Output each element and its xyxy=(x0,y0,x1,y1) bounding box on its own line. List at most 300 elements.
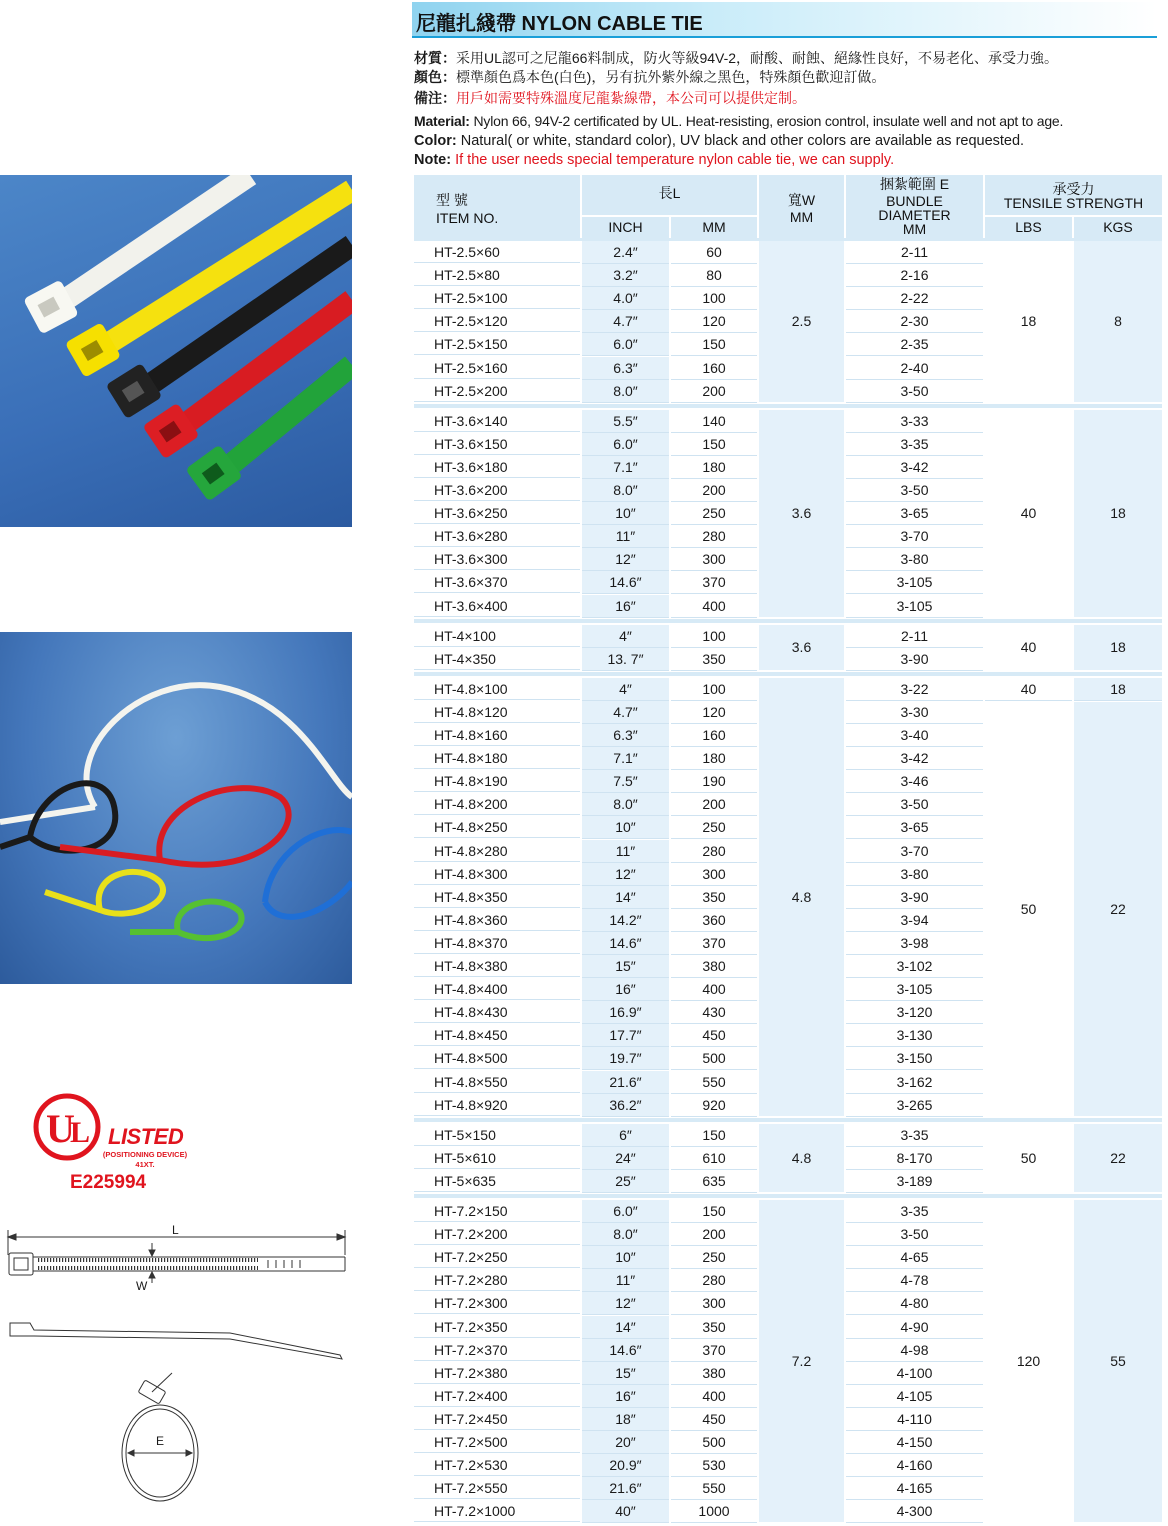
header-bundle-zh: 捆紮範圍 E xyxy=(879,176,950,192)
bundle-diameter: 3-35 xyxy=(846,433,983,456)
bundle-diameter: 3-50 xyxy=(846,1223,983,1246)
item-number: HT-4.8×180 xyxy=(414,747,580,769)
length-inch: 5.5″ xyxy=(582,410,669,433)
length-mm: 400 xyxy=(671,978,757,1001)
header-bundle-en: BUNDLE xyxy=(886,193,943,209)
length-mm: 400 xyxy=(671,1385,757,1408)
length-mm: 200 xyxy=(671,380,757,403)
length-inch: 7.1″ xyxy=(582,747,669,770)
item-number: HT-4.8×160 xyxy=(414,724,580,746)
item-number: HT-5×610 xyxy=(414,1147,580,1169)
zh-note-text: 用戶如需要特殊溫度尼龍紮線帶，本公司可以提供定制。 xyxy=(456,90,806,106)
length-inch: 14.6″ xyxy=(582,932,669,955)
item-number: HT-2.5×80 xyxy=(414,264,580,286)
zh-color-text: 標準顏色爲本色(白色)，另有抗外紫外線之黑色，特殊顏色歡迎訂做。 xyxy=(456,69,886,85)
length-inch: 20″ xyxy=(582,1431,669,1454)
length-mm: 450 xyxy=(671,1024,757,1047)
en-color-label: Color: xyxy=(414,133,457,149)
ul-device-text: (POSITIONING DEVICE) xyxy=(102,1150,188,1159)
length-inch: 16″ xyxy=(582,595,669,618)
length-inch: 20.9″ xyxy=(582,1454,669,1477)
header-bundle xyxy=(846,175,983,238)
bundle-diameter: 3-189 xyxy=(846,1170,983,1193)
length-inch: 11″ xyxy=(582,840,669,863)
table-separator xyxy=(414,619,1162,623)
item-number: HT-7.2×400 xyxy=(414,1385,580,1407)
item-number: HT-2.5×60 xyxy=(414,241,580,263)
item-number: HT-3.6×280 xyxy=(414,525,580,547)
item-number: HT-4.8×350 xyxy=(414,886,580,908)
length-inch: 21.6″ xyxy=(582,1071,669,1094)
header-inch: INCH xyxy=(582,217,669,238)
header-bundle-mm: MM xyxy=(902,221,927,237)
svg-text:U: U xyxy=(46,1106,75,1151)
item-number: HT-4.8×370 xyxy=(414,932,580,954)
item-number: HT-7.2×530 xyxy=(414,1454,580,1476)
zh-material-label: 材質： xyxy=(414,50,456,66)
spec-table xyxy=(414,175,1162,1520)
tensile-lbs-value: 50 xyxy=(1020,900,1037,917)
length-mm: 370 xyxy=(671,571,757,594)
length-inch: 40″ xyxy=(582,1500,669,1523)
bundle-diameter: 2-35 xyxy=(846,333,983,356)
item-number: HT-4.8×120 xyxy=(414,701,580,723)
length-inch: 11″ xyxy=(582,1269,669,1292)
item-number: HT-4.8×550 xyxy=(414,1071,580,1093)
width-value: 3.6 xyxy=(759,625,844,670)
length-inch: 12″ xyxy=(582,863,669,886)
length-mm: 350 xyxy=(671,886,757,909)
header-width xyxy=(759,175,844,238)
item-number: HT-7.2×450 xyxy=(414,1408,580,1430)
item-number: HT-2.5×150 xyxy=(414,333,580,355)
item-number: HT-7.2×300 xyxy=(414,1292,580,1314)
length-mm: 160 xyxy=(671,357,757,380)
diagram-label-l: L xyxy=(172,1223,179,1237)
length-inch: 16″ xyxy=(582,1385,669,1408)
bundle-diameter: 3-105 xyxy=(846,978,983,1001)
length-mm: 360 xyxy=(671,909,757,932)
bundle-diameter: 3-80 xyxy=(846,548,983,571)
header-item-zh: 型 號 xyxy=(436,192,468,208)
length-inch: 7.1″ xyxy=(582,456,669,479)
en-color-text: Natural( or white, standard color), UV black and other colors are available as requested. xyxy=(460,133,1025,149)
yellow-tie-loop xyxy=(99,872,163,914)
tensile-lbs-value: 120 xyxy=(1016,1353,1041,1370)
length-inch: 10″ xyxy=(582,816,669,839)
length-mm: 200 xyxy=(671,479,757,502)
length-mm: 300 xyxy=(671,1292,757,1315)
length-mm: 150 xyxy=(671,1200,757,1223)
item-number: HT-4.8×300 xyxy=(414,863,580,885)
bundle-diameter: 3-65 xyxy=(846,502,983,525)
length-mm: 150 xyxy=(671,1124,757,1147)
page-title: 尼龍扎綫帶 NYLON CABLE TIE xyxy=(416,13,703,35)
length-mm: 530 xyxy=(671,1454,757,1477)
length-inch: 36.2″ xyxy=(582,1094,669,1117)
product-photo-straight-ties xyxy=(0,175,352,527)
diagram-label-w: W xyxy=(136,1279,148,1293)
item-number: HT-4.8×250 xyxy=(414,816,580,838)
length-inch: 18″ xyxy=(582,1408,669,1431)
zh-note-line xyxy=(414,88,806,108)
length-mm: 180 xyxy=(671,456,757,479)
en-material-label: Material: xyxy=(414,113,470,129)
width-value: 7.2 xyxy=(759,1200,844,1522)
bundle-diameter: 2-40 xyxy=(846,357,983,380)
item-number: HT-7.2×370 xyxy=(414,1339,580,1361)
bundle-diameter: 3-70 xyxy=(846,525,983,548)
length-mm: 100 xyxy=(671,287,757,310)
item-number: HT-4.8×100 xyxy=(414,678,580,700)
item-number: HT-7.2×380 xyxy=(414,1362,580,1384)
ul-code-text: 41XT. xyxy=(135,1160,155,1169)
product-photo-looped-ties xyxy=(0,632,352,984)
table-separator xyxy=(414,672,1162,676)
tensile-lbs-value: 18 xyxy=(1020,313,1037,330)
bundle-diameter: 3-80 xyxy=(846,863,983,886)
item-number: HT-3.6×140 xyxy=(414,410,580,432)
page-title-bar xyxy=(412,2,1157,38)
header-mm: MM xyxy=(671,217,757,238)
en-note-line xyxy=(414,152,894,168)
length-mm: 300 xyxy=(671,863,757,886)
length-mm: 380 xyxy=(671,1362,757,1385)
item-number: HT-2.5×120 xyxy=(414,310,580,332)
length-mm: 200 xyxy=(671,793,757,816)
item-number: HT-3.6×400 xyxy=(414,595,580,617)
tensile-lbs-value: 50 xyxy=(1020,1149,1037,1166)
length-inch: 7.5″ xyxy=(582,770,669,793)
svg-text:L: L xyxy=(70,1116,91,1149)
bundle-diameter: 3-50 xyxy=(846,380,983,403)
dimension-diagram xyxy=(0,1215,352,1515)
bundle-diameter: 4-150 xyxy=(846,1431,983,1454)
length-inch: 21.6″ xyxy=(582,1477,669,1500)
header-tensile-en: TENSILE STRENGTH xyxy=(1003,195,1144,211)
bundle-diameter: 3-105 xyxy=(846,571,983,594)
header-item-en: ITEM NO. xyxy=(436,210,499,226)
width-value: 3.6 xyxy=(759,410,844,617)
bundle-diameter: 3-50 xyxy=(846,793,983,816)
bundle-diameter: 3-105 xyxy=(846,595,983,618)
tensile-kgs-value: 18 xyxy=(1074,678,1162,701)
ul-file-number: E225994 xyxy=(70,1172,147,1193)
item-number: HT-5×635 xyxy=(414,1170,580,1192)
bundle-diameter: 4-300 xyxy=(846,1500,983,1523)
bundle-diameter: 4-90 xyxy=(846,1316,983,1339)
bundle-diameter: 3-120 xyxy=(846,1001,983,1024)
bundle-diameter: 2-22 xyxy=(846,287,983,310)
item-number: HT-4.8×400 xyxy=(414,978,580,1000)
length-mm: 180 xyxy=(671,747,757,770)
bundle-diameter: 4-100 xyxy=(846,1362,983,1385)
bundle-diameter: 3-90 xyxy=(846,648,983,671)
red-tie-loop xyxy=(159,788,288,865)
length-inch: 2.4″ xyxy=(582,241,669,264)
table-separator xyxy=(414,404,1162,408)
width-value: 4.8 xyxy=(759,1124,844,1192)
length-inch: 25″ xyxy=(582,1170,669,1193)
item-number: HT-7.2×280 xyxy=(414,1269,580,1291)
length-inch: 24″ xyxy=(582,1147,669,1170)
looped-ties-illustration xyxy=(0,632,352,984)
table-separator xyxy=(414,1194,1162,1198)
bundle-diameter: 3-35 xyxy=(846,1124,983,1147)
length-mm: 60 xyxy=(671,241,757,264)
length-inch: 16.9″ xyxy=(582,1001,669,1024)
length-mm: 430 xyxy=(671,1001,757,1024)
diagram-label-e: E xyxy=(156,1434,165,1448)
width-value: 2.5 xyxy=(759,241,844,402)
bundle-diameter: 3-22 xyxy=(846,678,983,701)
bundle-diameter: 3-42 xyxy=(846,747,983,770)
length-inch: 4″ xyxy=(582,678,669,701)
item-number: HT-4.8×500 xyxy=(414,1047,580,1069)
header-lbs: LBS xyxy=(985,217,1072,238)
length-mm: 550 xyxy=(671,1071,757,1094)
item-number: HT-2.5×100 xyxy=(414,287,580,309)
length-mm: 100 xyxy=(671,678,757,701)
length-mm: 80 xyxy=(671,264,757,287)
item-number: HT-7.2×250 xyxy=(414,1246,580,1268)
bundle-diameter: 4-165 xyxy=(846,1477,983,1500)
zh-note-label: 備注： xyxy=(414,90,456,106)
item-number: HT-3.6×180 xyxy=(414,456,580,478)
item-number: HT-7.2×350 xyxy=(414,1316,580,1338)
length-mm: 150 xyxy=(671,333,757,356)
length-inch: 8.0″ xyxy=(582,793,669,816)
bundle-diameter: 4-110 xyxy=(846,1408,983,1431)
width-value: 4.8 xyxy=(759,678,844,1116)
length-inch: 11″ xyxy=(582,525,669,548)
length-inch: 10″ xyxy=(582,1246,669,1269)
green-tie-loop xyxy=(177,902,241,938)
length-inch: 4.0″ xyxy=(582,287,669,310)
bundle-diameter: 3-90 xyxy=(846,886,983,909)
item-number: HT-3.6×150 xyxy=(414,433,580,455)
bundle-diameter: 3-50 xyxy=(846,479,983,502)
length-inch: 14″ xyxy=(582,1316,669,1339)
length-mm: 190 xyxy=(671,770,757,793)
length-mm: 550 xyxy=(671,1477,757,1500)
length-inch: 6.0″ xyxy=(582,433,669,456)
bundle-diameter: 3-46 xyxy=(846,770,983,793)
length-inch: 4.7″ xyxy=(582,701,669,724)
en-note-text: If the user needs special temperature nylon cable tie, we can supply. xyxy=(455,152,895,168)
length-mm: 280 xyxy=(671,840,757,863)
length-inch: 3.2″ xyxy=(582,264,669,287)
bundle-diameter: 3-265 xyxy=(846,1094,983,1117)
length-mm: 380 xyxy=(671,955,757,978)
bundle-diameter: 2-11 xyxy=(846,625,983,648)
item-number: HT-3.6×250 xyxy=(414,502,580,524)
table-header xyxy=(414,175,1162,238)
item-number: HT-4.8×360 xyxy=(414,909,580,931)
tensile-kgs-value: 8 xyxy=(1074,241,1162,402)
length-mm: 500 xyxy=(671,1047,757,1070)
length-inch: 10″ xyxy=(582,502,669,525)
item-number: HT-7.2×550 xyxy=(414,1477,580,1499)
length-mm: 150 xyxy=(671,433,757,456)
tensile-kgs-value: 55 xyxy=(1074,1200,1162,1522)
length-mm: 300 xyxy=(671,548,757,571)
length-inch: 14″ xyxy=(582,886,669,909)
item-number: HT-4.8×200 xyxy=(414,793,580,815)
item-number: HT-4.8×190 xyxy=(414,770,580,792)
header-kgs: KGS xyxy=(1074,217,1162,238)
en-color-line xyxy=(414,133,1024,149)
length-inch: 6.3″ xyxy=(582,357,669,380)
length-inch: 17.7″ xyxy=(582,1024,669,1047)
length-mm: 350 xyxy=(671,648,757,671)
length-mm: 610 xyxy=(671,1147,757,1170)
length-mm: 1000 xyxy=(671,1500,757,1523)
bundle-diameter: 4-65 xyxy=(846,1246,983,1269)
bundle-diameter: 3-102 xyxy=(846,955,983,978)
length-inch: 8.0″ xyxy=(582,1223,669,1246)
length-inch: 8.0″ xyxy=(582,479,669,502)
item-number: HT-3.6×200 xyxy=(414,479,580,501)
bundle-diameter: 4-80 xyxy=(846,1292,983,1315)
length-inch: 6.0″ xyxy=(582,333,669,356)
tensile-lbs-value: 40 xyxy=(1020,505,1037,522)
length-mm: 120 xyxy=(671,701,757,724)
bundle-diameter: 3-35 xyxy=(846,1200,983,1223)
en-note-label: Note: xyxy=(414,152,452,168)
en-material-line xyxy=(414,113,1063,129)
header-length: 長L xyxy=(582,175,757,215)
length-inch: 15″ xyxy=(582,955,669,978)
header-tensile-zh: 承受力 xyxy=(1052,181,1095,197)
straight-ties-illustration xyxy=(0,175,352,527)
length-mm: 370 xyxy=(671,932,757,955)
header-item xyxy=(414,175,580,238)
tensile-kgs-value: 22 xyxy=(1074,1124,1162,1192)
item-number: HT-3.6×300 xyxy=(414,548,580,570)
length-mm: 350 xyxy=(671,1316,757,1339)
length-mm: 370 xyxy=(671,1339,757,1362)
white-tie xyxy=(50,175,250,310)
bundle-diameter: 4-160 xyxy=(846,1454,983,1477)
header-bundle-en2: DIAMETER xyxy=(878,207,951,223)
length-mm: 250 xyxy=(671,816,757,839)
bundle-diameter: 4-105 xyxy=(846,1385,983,1408)
length-inch: 14.6″ xyxy=(582,1339,669,1362)
zh-color-line xyxy=(414,67,885,87)
length-inch: 4.7″ xyxy=(582,310,669,333)
length-inch: 16″ xyxy=(582,978,669,1001)
header-tensile xyxy=(985,175,1162,215)
length-inch: 6.0″ xyxy=(582,1200,669,1223)
item-number: HT-3.6×370 xyxy=(414,571,580,593)
zh-material-text: 采用UL認可之尼龍66料制成，防火等級94V-2，耐酸、耐蝕、絕緣性良好，不易老化、承受力強。 xyxy=(456,50,1059,66)
bundle-diameter: 3-42 xyxy=(846,456,983,479)
item-number: HT-4.8×920 xyxy=(414,1094,580,1116)
length-mm: 200 xyxy=(671,1223,757,1246)
tensile-kgs-value: 18 xyxy=(1074,410,1162,617)
item-number: HT-7.2×150 xyxy=(414,1200,580,1222)
tensile-lbs-value: 40 xyxy=(1020,639,1037,656)
bundle-diameter: 2-16 xyxy=(846,264,983,287)
bundle-diameter: 3-70 xyxy=(846,840,983,863)
length-mm: 500 xyxy=(671,1431,757,1454)
bundle-diameter: 3-98 xyxy=(846,932,983,955)
length-inch: 14.6″ xyxy=(582,571,669,594)
item-number: HT-7.2×1000 xyxy=(414,1500,580,1522)
item-number: HT-4.8×280 xyxy=(414,840,580,862)
ul-listed-text: LISTED xyxy=(108,1124,184,1149)
length-mm: 450 xyxy=(671,1408,757,1431)
length-mm: 280 xyxy=(671,1269,757,1292)
bundle-diameter: 3-94 xyxy=(846,909,983,932)
bundle-diameter: 3-65 xyxy=(846,816,983,839)
bundle-diameter: 3-162 xyxy=(846,1071,983,1094)
length-inch: 4″ xyxy=(582,625,669,648)
length-inch: 8.0″ xyxy=(582,380,669,403)
zh-color-label: 顏色： xyxy=(414,69,456,85)
length-mm: 140 xyxy=(671,410,757,433)
bundle-diameter: 4-78 xyxy=(846,1269,983,1292)
item-number: HT-2.5×160 xyxy=(414,357,580,379)
length-inch: 12″ xyxy=(582,548,669,571)
zh-material-line xyxy=(414,48,1058,68)
item-number: HT-4×350 xyxy=(414,648,580,670)
length-mm: 250 xyxy=(671,1246,757,1269)
bundle-diameter: 8-170 xyxy=(846,1147,983,1170)
length-inch: 14.2″ xyxy=(582,909,669,932)
length-inch: 12″ xyxy=(582,1292,669,1315)
length-mm: 400 xyxy=(671,595,757,618)
header-width-zh: 寬W xyxy=(787,192,816,208)
bundle-diameter: 3-30 xyxy=(846,701,983,724)
length-mm: 280 xyxy=(671,525,757,548)
header-width-mm: MM xyxy=(789,209,814,225)
length-mm: 100 xyxy=(671,625,757,648)
length-inch: 6.3″ xyxy=(582,724,669,747)
tensile-kgs-value: 22 xyxy=(1074,702,1162,1116)
length-mm: 250 xyxy=(671,502,757,525)
bundle-diameter: 3-40 xyxy=(846,724,983,747)
length-mm: 920 xyxy=(671,1094,757,1117)
item-number: HT-4.8×380 xyxy=(414,955,580,977)
table-separator xyxy=(414,1118,1162,1122)
bundle-diameter: 2-11 xyxy=(846,241,983,264)
length-mm: 635 xyxy=(671,1170,757,1193)
length-inch: 15″ xyxy=(582,1362,669,1385)
bundle-diameter: 4-98 xyxy=(846,1339,983,1362)
item-number: HT-7.2×500 xyxy=(414,1431,580,1453)
length-inch: 6″ xyxy=(582,1124,669,1147)
bundle-diameter: 3-130 xyxy=(846,1024,983,1047)
tensile-kgs-value: 18 xyxy=(1074,625,1162,670)
item-number: HT-4×100 xyxy=(414,625,580,647)
tensile-lbs-value: 40 xyxy=(985,678,1072,701)
item-number: HT-4.8×450 xyxy=(414,1024,580,1046)
length-mm: 120 xyxy=(671,310,757,333)
length-mm: 160 xyxy=(671,724,757,747)
length-inch: 13. 7″ xyxy=(582,648,669,671)
item-number: HT-7.2×200 xyxy=(414,1223,580,1245)
ul-logo-icon xyxy=(32,1092,102,1162)
item-number: HT-4.8×430 xyxy=(414,1001,580,1023)
length-inch: 19.7″ xyxy=(582,1047,669,1070)
cable-tie-drawing xyxy=(0,1215,352,1515)
bundle-diameter: 2-30 xyxy=(846,310,983,333)
bundle-diameter: 3-33 xyxy=(846,410,983,433)
bundle-diameter: 3-150 xyxy=(846,1047,983,1070)
en-material-text: Nylon 66, 94V-2 certificated by UL. Heat-resisting, erosion control, insulate well and not apt to age. xyxy=(473,113,1064,129)
